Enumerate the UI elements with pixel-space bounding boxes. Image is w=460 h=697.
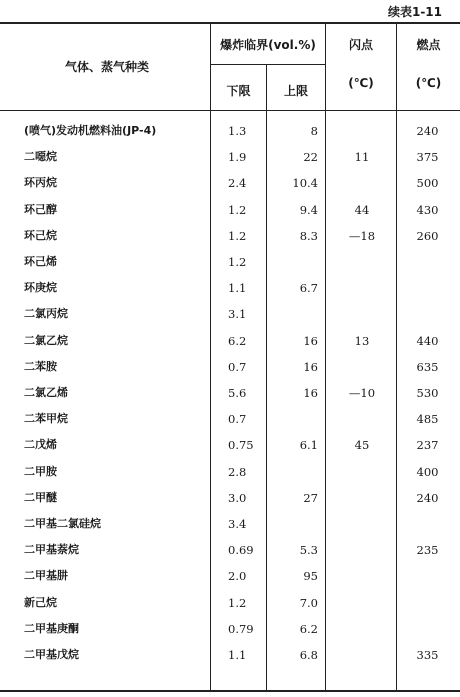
table-row — [0, 197, 460, 223]
gas-name-cell: 二甲基戊烷 — [24, 648, 79, 661]
table-row — [0, 459, 460, 485]
header-ignition-unit: (℃) — [415, 76, 442, 90]
upper-limit-cell: 6.2 — [299, 621, 318, 636]
lower-limit-cell: 0.7 — [228, 359, 247, 374]
gas-name-cell: 二氯乙烯 — [24, 386, 68, 399]
lower-limit-cell: 0.79 — [228, 621, 254, 636]
lower-limit-cell: 1.3 — [228, 124, 247, 138]
flash-point-cell — [334, 563, 390, 589]
upper-limit-cell: 6.8 — [299, 648, 318, 662]
upper-limit-cell — [266, 301, 318, 327]
table-row — [0, 170, 460, 196]
header-upper: 上限 — [283, 84, 308, 98]
flash-point-cell: 45 — [354, 438, 370, 453]
flash-point-cell: —10 — [348, 386, 376, 400]
gas-name-cell: 二甲基肼 — [24, 569, 68, 583]
gas-name-cell: 二苯甲烷 — [24, 412, 68, 426]
lower-limit-cell: 3.0 — [228, 490, 247, 505]
flash-point-cell — [334, 590, 390, 616]
flash-point-cell — [334, 275, 390, 301]
flash-point-cell — [334, 249, 390, 275]
upper-limit-cell — [266, 459, 318, 485]
header-bottom-rule — [0, 110, 460, 111]
upper-limit-cell: 5.3 — [299, 543, 318, 558]
header-flash: 闪点 — [348, 38, 373, 52]
ignition-point-cell: 240 — [416, 124, 439, 138]
upper-limit-cell: 6.7 — [299, 281, 318, 296]
upper-limit-cell: 16 — [303, 333, 318, 348]
ignition-point-cell: 440 — [416, 333, 439, 348]
gas-name-cell: 二氯乙烷 — [24, 333, 68, 347]
lower-limit-cell: 2.8 — [228, 464, 247, 479]
gas-name-cell: 二甲胺 — [24, 464, 57, 478]
table-row — [0, 275, 460, 301]
lower-limit-cell: 2.0 — [228, 569, 247, 584]
lower-limit-cell: 1.2 — [228, 595, 247, 610]
upper-limit-cell: 8 — [310, 124, 318, 138]
ignition-point-cell: 530 — [416, 386, 439, 400]
upper-limit-cell: 9.4 — [299, 202, 318, 217]
upper-limit-cell: 6.1 — [299, 438, 318, 453]
ignition-point-cell: 237 — [416, 438, 439, 453]
gas-name-cell: 二甲基二氯硅烷 — [24, 517, 101, 530]
lower-limit-cell: 1.9 — [228, 150, 247, 165]
upper-limit-cell: 16 — [303, 386, 318, 400]
flash-point-cell — [334, 511, 390, 537]
gas-name-cell: 环己醇 — [24, 202, 57, 216]
flash-point-cell — [334, 406, 390, 432]
flash-point-cell — [334, 354, 390, 380]
flash-point-cell: 13 — [354, 333, 370, 348]
lower-limit-cell: 1.1 — [228, 648, 247, 662]
flash-point-cell — [334, 118, 390, 144]
table-row — [0, 537, 460, 563]
flash-point-cell: 11 — [354, 150, 370, 165]
lower-limit-cell: 3.1 — [228, 307, 247, 322]
flash-point-cell — [334, 642, 390, 668]
lower-limit-cell: 2.4 — [228, 176, 247, 191]
flash-point-cell — [334, 170, 390, 196]
table-row — [0, 590, 460, 616]
table-row — [0, 301, 460, 327]
ignition-point-cell: 335 — [416, 648, 439, 662]
ignition-point-cell: 400 — [416, 464, 439, 479]
table-row — [0, 354, 460, 380]
table-row — [0, 563, 460, 589]
gas-name-cell: 新己烷 — [24, 595, 57, 609]
table-caption: 续表1-11 — [387, 5, 442, 19]
lower-limit-cell: 0.7 — [228, 412, 247, 427]
gas-name-cell: 二苯胺 — [24, 359, 57, 373]
flash-point-cell — [334, 301, 390, 327]
gas-name-cell: 二戊烯 — [24, 438, 57, 452]
ignition-point-cell — [405, 590, 450, 616]
ignition-point-cell — [405, 616, 450, 642]
upper-limit-cell: 7.0 — [299, 595, 318, 610]
ignition-point-cell: 430 — [416, 202, 439, 217]
header-name: 气体、蒸气种类 — [64, 60, 149, 74]
table-row — [0, 380, 460, 406]
lower-limit-cell: 1.1 — [228, 281, 247, 296]
table-row — [0, 249, 460, 275]
table-row — [0, 485, 460, 511]
gas-name-cell: 环庚烷 — [24, 281, 57, 295]
flash-point-cell — [334, 459, 390, 485]
ignition-point-cell — [405, 249, 450, 275]
table-row — [0, 328, 460, 354]
lower-limit-cell: 0.69 — [228, 543, 254, 558]
table-row — [0, 432, 460, 458]
upper-limit-cell: 22 — [303, 150, 318, 165]
header-limits: 爆炸临界(vol.%) — [220, 38, 316, 52]
gas-name-cell: 二甲基庚酮 — [24, 621, 79, 635]
lower-limit-cell: 5.6 — [228, 386, 247, 400]
upper-limit-cell: 27 — [303, 490, 318, 505]
lower-limit-cell: 1.2 — [228, 255, 247, 269]
lower-limit-cell: 1.2 — [228, 228, 247, 243]
ignition-point-cell: 635 — [416, 359, 439, 374]
table-row — [0, 223, 460, 249]
ignition-point-cell — [405, 275, 450, 301]
ignition-point-cell: 485 — [416, 412, 439, 427]
gas-name-cell: 二甲基萘烷 — [24, 543, 79, 557]
gas-name-cell: 二氯丙烷 — [24, 307, 68, 321]
table-row — [0, 118, 460, 144]
ignition-point-cell: 235 — [416, 543, 439, 558]
table-row — [0, 406, 460, 432]
ignition-point-cell — [405, 301, 450, 327]
gas-name-cell: 环丙烷 — [24, 176, 57, 190]
gas-name-cell: 二噁烷 — [24, 150, 57, 164]
bottom-rule — [0, 690, 460, 692]
upper-limit-cell — [266, 406, 318, 432]
ignition-point-cell: 260 — [416, 228, 439, 243]
upper-limit-cell: 16 — [303, 359, 318, 374]
ignition-point-cell: 240 — [416, 490, 439, 505]
table-row — [0, 642, 460, 668]
lower-limit-cell: 6.2 — [228, 333, 247, 348]
upper-limit-cell: 10.4 — [292, 176, 318, 191]
table-row — [0, 616, 460, 642]
ignition-point-cell — [405, 511, 450, 537]
gas-name-cell: 环己烷 — [24, 228, 57, 242]
gas-name-cell: (喷气)发动机燃料油(JP-4) — [24, 124, 157, 137]
lower-limit-cell: 3.4 — [228, 517, 247, 531]
flash-point-cell: 44 — [354, 202, 370, 217]
lower-limit-cell: 1.2 — [228, 202, 247, 217]
header-ignition: 燃点 — [416, 38, 441, 52]
flash-point-cell — [334, 485, 390, 511]
header-lower: 下限 — [226, 84, 251, 98]
ignition-point-cell — [405, 563, 450, 589]
ignition-point-cell: 375 — [416, 150, 439, 165]
table-row — [0, 144, 460, 170]
gas-name-cell: 二甲醚 — [24, 490, 57, 504]
flash-point-cell — [334, 537, 390, 563]
lower-limit-cell: 0.75 — [228, 438, 254, 453]
top-rule — [0, 22, 460, 24]
upper-limit-cell — [266, 249, 318, 275]
table-row — [0, 511, 460, 537]
limits-subheader-rule — [210, 64, 325, 65]
header-flash-unit: (℃) — [348, 76, 374, 90]
upper-limit-cell: 95 — [303, 569, 318, 584]
upper-limit-cell: 8.3 — [299, 228, 318, 243]
upper-limit-cell — [266, 511, 318, 537]
flash-point-cell: —18 — [348, 228, 376, 243]
gas-name-cell: 环己烯 — [24, 255, 57, 268]
flash-point-cell — [334, 616, 390, 642]
ignition-point-cell: 500 — [416, 176, 439, 191]
